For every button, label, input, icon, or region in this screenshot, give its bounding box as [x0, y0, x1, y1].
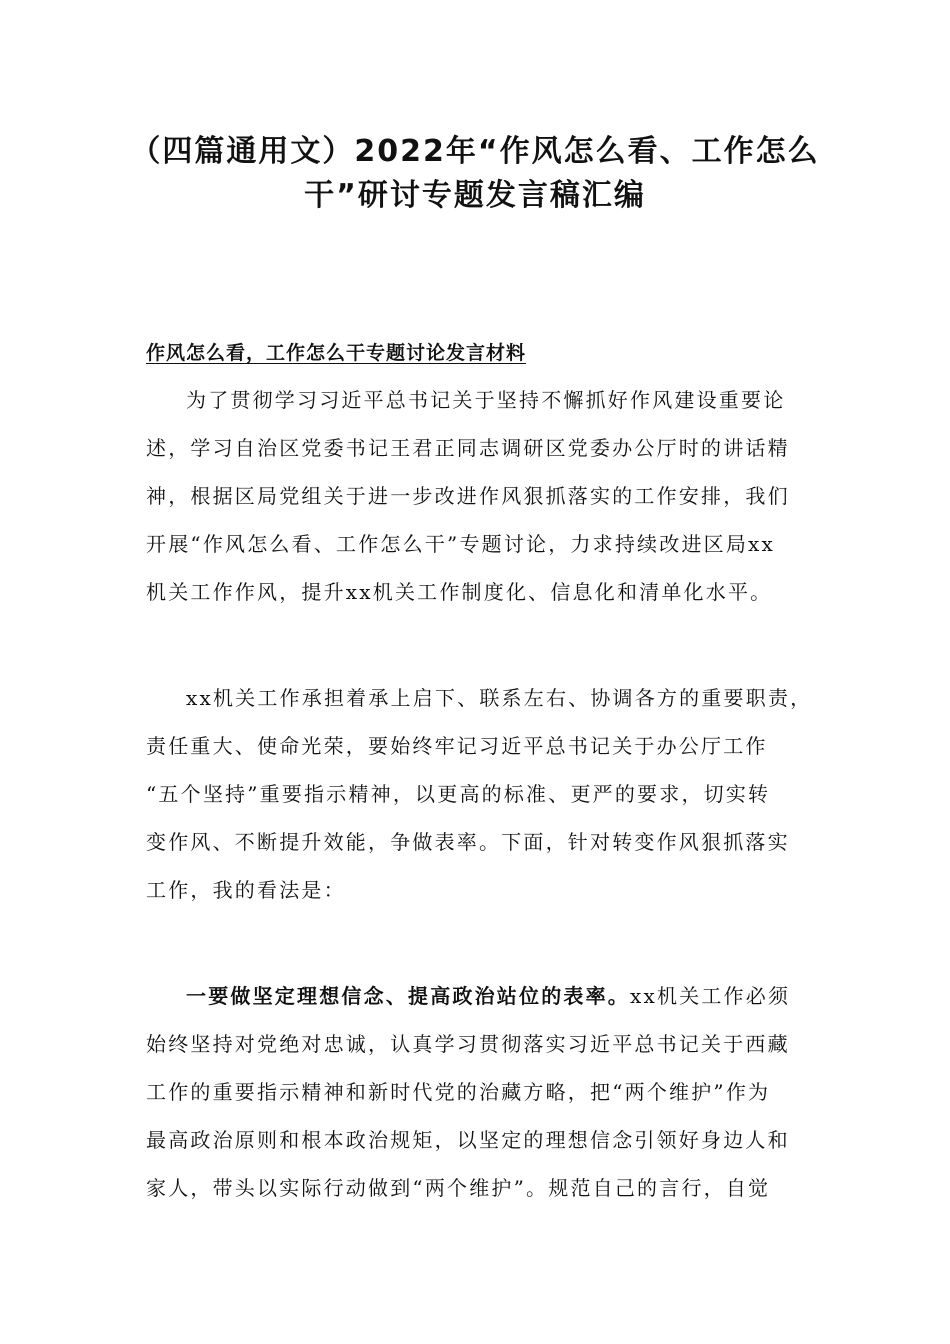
document-title [120, 130, 830, 218]
paragraph-line: 家人，带头以实际行动做到“两个维护”。规范自己的言行，自觉 [146, 1176, 771, 1200]
paragraph-line: 最高政治原则和根本政治规矩，以坚定的理想信念引领好身边人和 [146, 1128, 790, 1152]
paragraph-1 [146, 376, 836, 616]
paragraph-first-line-rest: xx机关工作必须 [630, 984, 791, 1008]
paragraph-line: 变作风、不断提升效能，争做表率。下面，针对转变作风狠抓落实 [146, 830, 790, 854]
section-subheading: 作风怎么看，工作怎么干专题讨论发言材料 [146, 342, 527, 364]
paragraph-line: 神，根据区局党组关于进一步改进作风狠抓落实的工作安排，我们 [146, 484, 790, 508]
paragraph-lead-heading: 一要做坚定理想信念、提高政治站位的表率。 [186, 984, 630, 1008]
paragraph-line: 述，学习自治区党委书记王君正同志调研区党委办公厅时的讲话精 [146, 436, 790, 460]
title-line-1: （四篇通用文）2022年“作风怎么看、工作怎么 [130, 134, 820, 169]
paragraph-line: 为了贯彻学习习近平总书记关于坚持不懈抓好作风建设重要论 [186, 388, 786, 412]
paragraph-line: 工作的重要指示精神和新时代党的治藏方略，把“两个维护”作为 [146, 1080, 771, 1104]
paragraph-2 [146, 674, 836, 914]
paragraph-line: “五个坚持”重要指示精神，以更高的标准、更严的要求，切实转 [146, 782, 771, 806]
paragraph-line: 开展“作风怎么看、工作怎么干”专题讨论，力求持续改进区局xx [146, 532, 776, 556]
title-line-2: 干”研讨专题发言稿汇编 [304, 178, 646, 213]
paragraph-line: 始终坚持对党绝对忠诚，认真学习贯彻落实习近平总书记关于西藏 [146, 1032, 790, 1056]
paragraph-line: 机关工作作风，提升xx机关工作制度化、信息化和清单化水平。 [146, 580, 773, 604]
paragraph-3 [146, 972, 836, 1212]
paragraph-line: 责任重大、使命光荣，要始终牢记习近平总书记关于办公厅工作 [146, 734, 768, 758]
paragraph-first-line [146, 972, 836, 1020]
paragraph-line: 工作，我的看法是： [146, 878, 346, 902]
paragraph-line: xx机关工作承担着承上启下、联系左右、协调各方的重要职责， [186, 686, 813, 710]
